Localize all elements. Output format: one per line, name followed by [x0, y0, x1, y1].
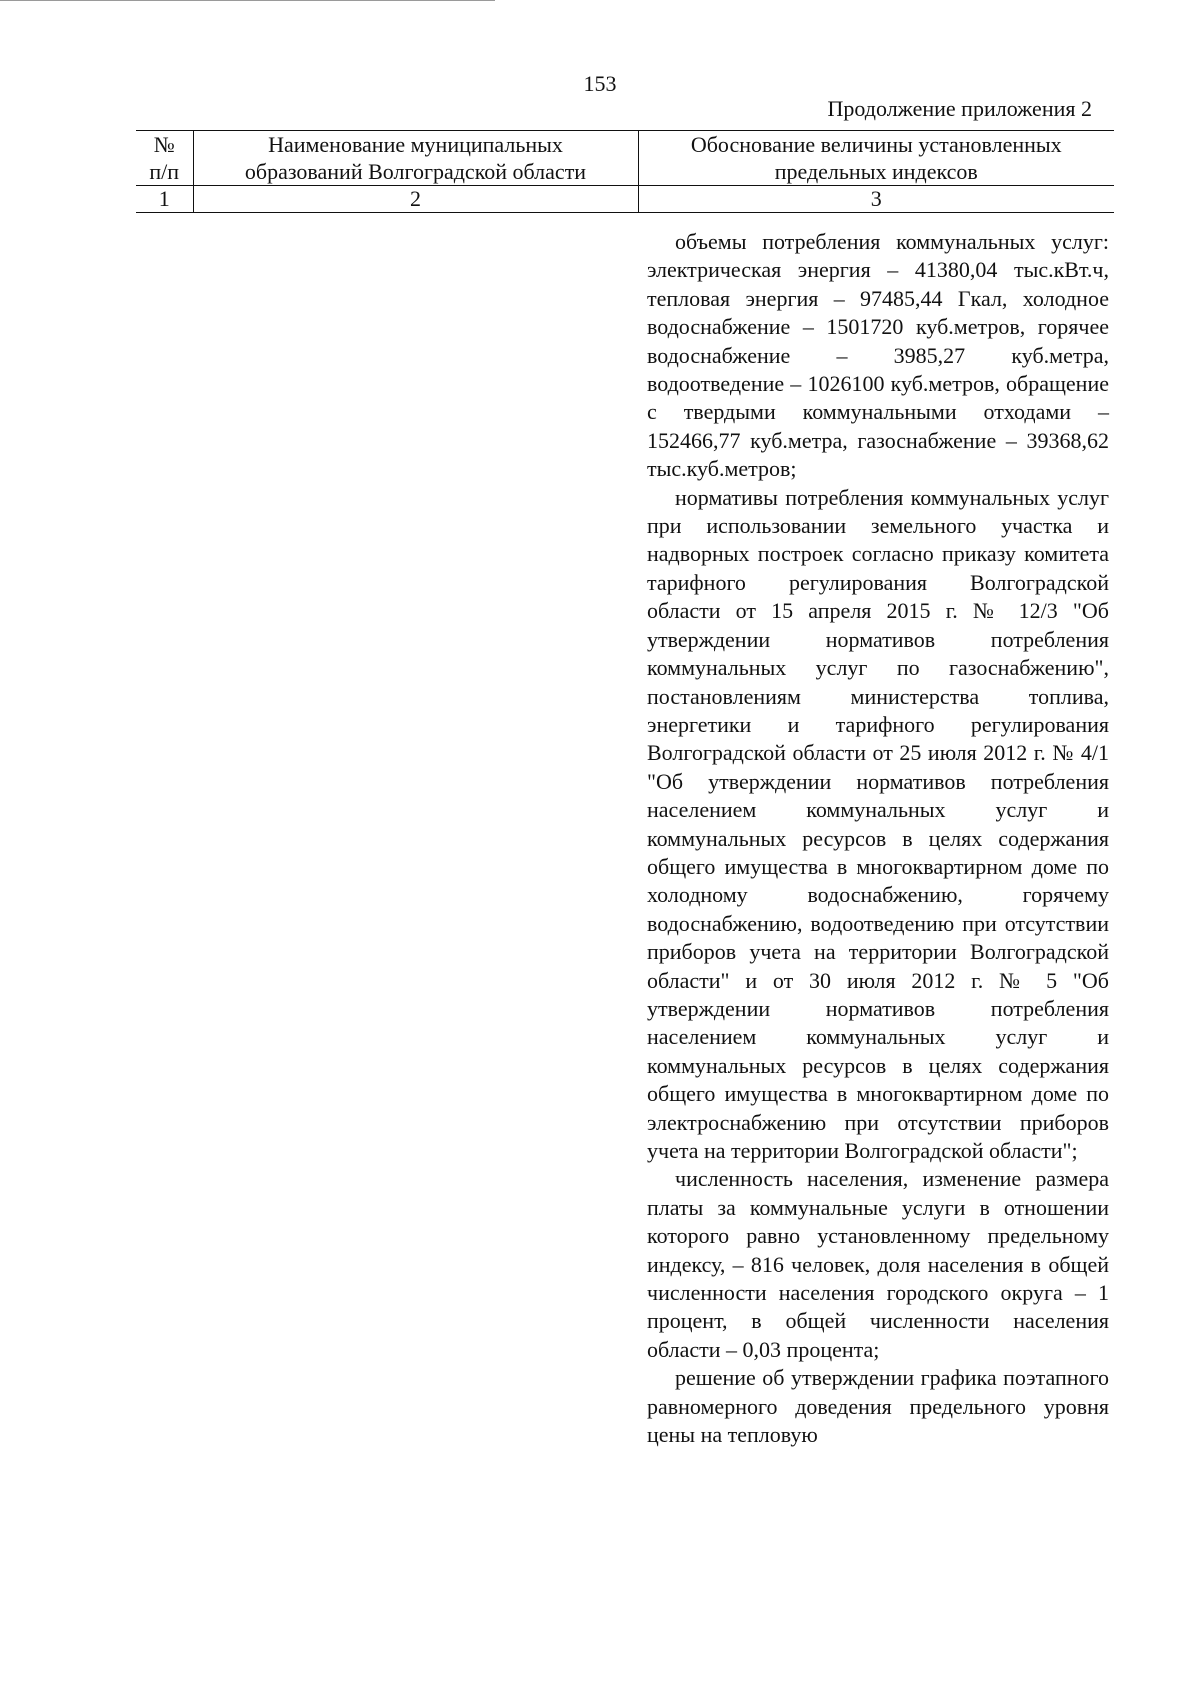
page-number: 153 — [583, 71, 617, 96]
header-municipality-line2: образований Волгоградской области — [244, 159, 587, 184]
header-cell-number — [136, 131, 193, 186]
header-justification-line2: предельных индексов — [774, 159, 978, 184]
header-number-line2: п/п — [149, 159, 180, 184]
column-number-3: 3 — [638, 186, 1114, 213]
header-cell-municipality — [193, 131, 638, 186]
paragraph-decision: решение об утверждении графика поэтапного равномерного доведения предельного уровня цены на тепловую — [647, 1365, 1109, 1448]
table-header-row — [136, 131, 1114, 186]
paragraph-population: численность населения, изменение размера платы за коммунальные услуги в отношении которого равно установленному предельному индексу, – 816 человек, доля населения в общей численности населения городского округа – 1 процент, в общей численности населения области – 0,03 процента; — [647, 1166, 1109, 1362]
header-municipality-line1: Наименование муниципальных — [268, 132, 563, 157]
paragraph-consumption-norms: нормативы потребления коммунальных услуг при использовании земельного участка и надворных построек согласно приказу комитета тарифного регулирования Волгоградской области от 15 апреля 2015 г. № 12/3 "Об утверждении нормативов потребления коммунальных услуг по газоснабжению", постановлениям министерства топлива, энергетики и тарифного регулирования Волгоградской области от 25 июля 2012 г. № 4/1 "Об утверждении нормативов потребления населением коммунальных услуг и коммунальных ресурсов в целях содержания общего имущества в многоквартирном доме по холодному водоснабжению, горячему водоснабжению, водоотведению при отсутствии приборов учета на территории Волгоградской области" и от 30 июля 2012 г. № 5 "Об утверждении нормативов потребления населением коммунальных услуг и коммунальных ресурсов в целях содержания общего имущества в многоквартирном доме по электроснабжению при отсутствии приборов учета на территории Волгоградской области"; — [647, 484, 1109, 1163]
column-number-2: 2 — [193, 186, 638, 213]
continuation-label: Продолжение приложения 2 — [827, 96, 1092, 121]
appendix-table-header — [136, 130, 1114, 213]
column-number-row — [136, 186, 1114, 213]
header-justification-line1: Обоснование величины установленных — [690, 132, 1062, 157]
justification-text — [647, 228, 1109, 1449]
column-number-1: 1 — [136, 186, 193, 213]
header-number-line1: № — [153, 132, 175, 157]
paragraph-consumption-volumes: объемы потребления коммунальных услуг: электрическая энергия – 41380,04 тыс.кВт.ч, тепловая энергия – 97485,44 Гкал, холодное водоснабжение – 1501720 куб.метров, горячее водоснабжение – 3985,27 куб.метра, водоотведение – 1026100 куб.метров, обращение с твердыми коммунальными отходами – 152466,77 куб.метра, газоснабжение – 39368,62 тыс.куб.метров; — [647, 229, 1109, 482]
scan-edge-line — [0, 0, 495, 1]
header-cell-justification — [638, 131, 1114, 186]
